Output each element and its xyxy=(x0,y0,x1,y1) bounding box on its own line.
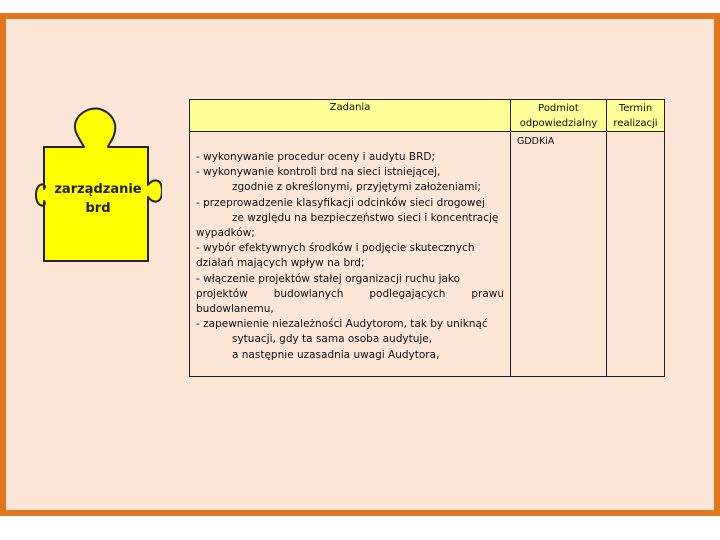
header-subject xyxy=(511,100,607,132)
list-item: - włączenie projektów stałej organizacji ruchu jako xyxy=(196,272,461,285)
header-subject-line2: odpowiedzialny xyxy=(519,118,598,129)
list-item: - zapewnienie niezależności Audytorom, tak by uniknąć xyxy=(196,318,488,331)
table-header-row xyxy=(190,100,665,132)
list-item: zgodnie z określonymi, przyjętymi założeniami; xyxy=(232,181,481,194)
list-item: sytuacji, gdy ta sama osoba audytuje, xyxy=(232,333,433,346)
list-item: - wykonywanie kontroli brd na sieci istniejącej, xyxy=(196,166,441,179)
list-item: - wybór efektywnych środków i podjęcie skutecznych xyxy=(196,242,475,255)
term-cell xyxy=(607,132,665,377)
list-item: działań mających wpływ na brd; xyxy=(196,257,365,270)
list-item: budowlanemu, xyxy=(196,303,274,316)
list-item: - wykonywanie procedur oceny i audytu BRD; xyxy=(196,151,436,163)
list-item: - przeprowadzenie klasyfikacji odcinków sieci drogowej xyxy=(196,196,485,209)
list-item: a następnie uzasadnia uwagi Audytora, xyxy=(232,348,440,361)
header-term xyxy=(607,100,665,132)
task-list xyxy=(190,132,510,363)
header-tasks: Zadania xyxy=(190,100,511,132)
list-item: wypadków; xyxy=(196,227,255,240)
list-item: projektów budowlanych podlegających prawu xyxy=(196,287,504,300)
list-item: ze względu na bezpieczeństwo sieci i koncentrację xyxy=(232,211,499,224)
subject-cell: GDDKiA xyxy=(511,132,607,377)
puzzle-label-line2: brd xyxy=(85,201,111,216)
header-subject-line1: Podmiot xyxy=(538,103,579,114)
header-term-line1: Termin xyxy=(618,103,653,114)
tasks-cell xyxy=(190,132,511,377)
puzzle-label-line1: zarządzanie xyxy=(54,182,142,197)
puzzle-label xyxy=(34,180,162,218)
table-row xyxy=(190,132,665,377)
tasks-table xyxy=(189,99,665,377)
header-term-line2: realizacji xyxy=(613,118,658,129)
